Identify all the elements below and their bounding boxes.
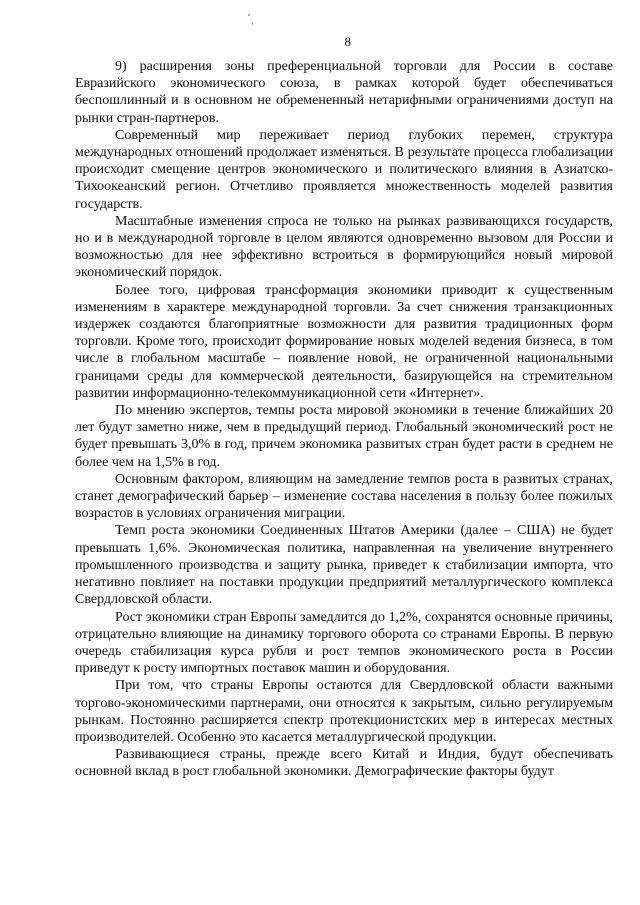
- paragraph: Рост экономики стран Европы замедлится до 1,2%, сохранятся основные причины, отрицательно влияющие на динамику торгового оборота со странами Европы. В первую очередь стабилизация курса рубля и рост темпов экономического роста в России приведут к росту импортных поставок машин и оборудования.: [75, 609, 613, 677]
- page-number: 8: [344, 34, 352, 49]
- paragraph: Более того, цифровая трансформация экономики приводит к существенным изменениям в характере международной торговли. За счет снижения транзакционных издержек создаются благоприятные возможности для развития традиционных форм торговли. Кроме того, происходит формирование новых моделей ведения бизнеса, в том числе в глобальном масштабе – появление новой, не ограниченной национальными границами среды для коммерческой деятельности, базирующейся на стремительном развитии информационно-телекоммуникационной сети «Интернет».: [75, 282, 613, 401]
- paragraph: Современный мир переживает период глубоких перемен, структура международных отношений продолжает изменяться. В результате процесса глобализации происходит смещение центров экономического и политического влияния в Азиатско-Тихоокеанский регион. Отчетливо проявляется множественность моделей развития государств.: [75, 127, 613, 212]
- scan-speck: [248, 14, 250, 16]
- paragraph: Темп роста экономики Соединенных Штатов Америки (далее – США) не будет превышать 1,6%. Экономическая политика, направленная на увеличение внутреннего промышленного производства и защиту рынка, приведет к стабилизации импорта, что негативно повлияет на поставки продукции предприятий металлургического комплекса Свердловской области.: [75, 523, 613, 608]
- paragraph: Масштабные изменения спроса не только на рынках развивающихся государств, но и в международной торговле в целом являются одновременно вызовом для России и возможностью для нее эффективно встроиться в формирующийся новый мировой экономический порядок.: [75, 213, 613, 281]
- document-body: [75, 58, 613, 781]
- paragraph: 9) расширения зоны преференциальной торговли для России в составе Евразийского экономического союза, в рамках которой будет обеспечиваться беспошлинный и в основном не обремененный нетарифными ограничениями доступ на рынки стран-партнеров.: [75, 59, 613, 126]
- paragraph: По мнению экспертов, темпы роста мировой экономики в течение ближайших 20 лет будут заметно ниже, чем в предыдущий период. Глобальный экономический рост не будет превышать 3,0% в год, причем экономика развитых стран будет расти в среднем не более чем на 1,5% в год.: [75, 403, 613, 470]
- paragraph: Основным фактором, влияющим на замедление темпов роста в развитых странах, станет демографический барьер – изменение состава населения в пользу более пожилых возрастов в условиях ограничения миграции.: [75, 471, 613, 522]
- paragraph: При том, что страны Европы остаются для Свердловской области важными торгово-экономическими партнерами, они относятся к закрытым, сильно регулируемым рынкам. Постоянно расширяется спектр протекционистских мер в интересах местных производителей. Особенно это касается металлургической продукции.: [75, 678, 613, 745]
- scan-speck: [252, 22, 253, 25]
- paragraph: Развивающиеся страны, прежде всего Китай и Индия, будут обеспечивать основной вклад в рост глобальной экономики. Демографические факторы будут: [75, 747, 613, 780]
